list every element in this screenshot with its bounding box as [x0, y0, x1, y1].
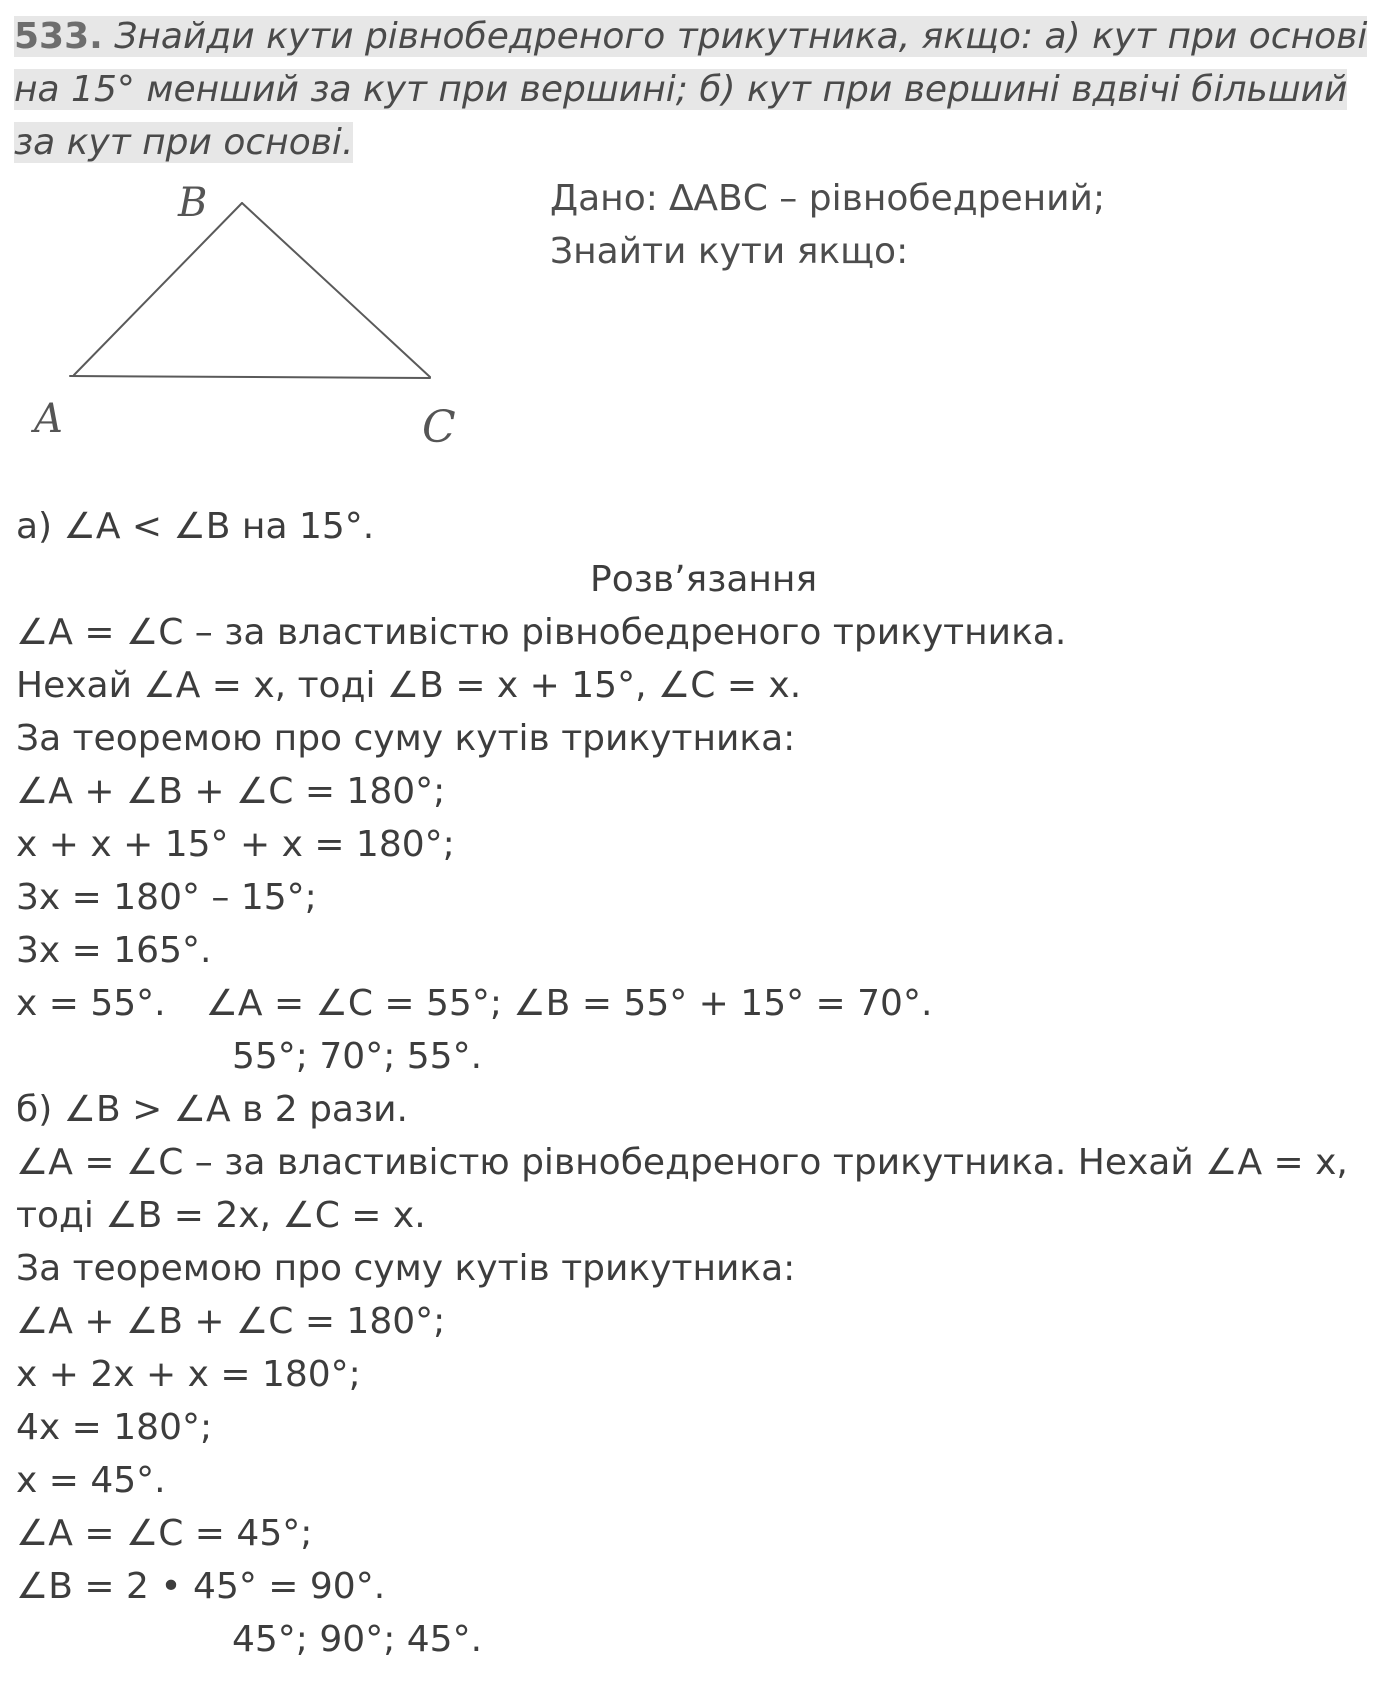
solution-line: 3х = 165°.	[16, 930, 212, 971]
side-bc	[242, 203, 430, 377]
solution-heading: Розв’язання	[590, 559, 818, 600]
solution-line: х + х + 15° + х = 180°;	[16, 824, 455, 865]
side-ac	[70, 376, 430, 378]
given-line: Дано: ∆АВС – рівнобедрений;	[550, 178, 1106, 219]
part-a-answer: 55°; 70°; 55°.	[232, 1036, 483, 1077]
solution-line: ∠А = ∠С = 45°;	[16, 1513, 313, 1554]
solution-angles: ∠А = ∠С = 55°; ∠В = 55° + 15° = 70°.	[205, 983, 933, 1024]
problem-statement	[14, 10, 1374, 169]
given-block	[550, 172, 1105, 278]
solution-line: За теоремою про суму кутів трикутника:	[16, 718, 796, 759]
vertex-label-a: A	[34, 396, 63, 442]
solution-line: х = 45°.	[16, 1460, 166, 1501]
vertex-label-b: B	[178, 180, 208, 226]
problem-text: Знайди кути рівнобедреного трикутника, якщо: а) кут при основі на 15° менший за кут при вершині; б) кут при вершині вдвічі більший за кут при основі.	[14, 16, 1368, 163]
solution-line: ∠А = ∠С – за властивістю рівнобедреного трикутника.	[16, 612, 1067, 653]
solution-line: Нехай ∠А = х, тоді ∠В = х + 15°, ∠С = х.	[16, 665, 802, 706]
solution-line: 4х = 180°;	[16, 1407, 213, 1448]
solution-line: ∠А + ∠В + ∠С = 180°;	[16, 771, 446, 812]
solution-line: тоді ∠В = 2х, ∠С = х.	[16, 1195, 426, 1236]
part-a-condition: а) ∠А < ∠В на 15°.	[16, 506, 375, 547]
solution-line	[16, 977, 1386, 1030]
part-b-condition: б) ∠В > ∠А в 2 рази.	[16, 1089, 408, 1130]
side-ab	[74, 203, 242, 375]
triangle-figure	[20, 180, 520, 500]
find-line: Знайти кути якщо:	[550, 231, 909, 272]
vertex-label-c: C	[422, 402, 456, 453]
solution-line: х + 2х + х = 180°;	[16, 1354, 361, 1395]
solution-line: ∠В = 2 • 45° = 90°.	[16, 1566, 386, 1607]
solution-x-value: х = 55°.	[16, 983, 166, 1024]
solution-line: ∠А + ∠В + ∠С = 180°;	[16, 1301, 446, 1342]
solution-line: За теоремою про суму кутів трикутника:	[16, 1248, 796, 1289]
part-b-answer: 45°; 90°; 45°.	[232, 1619, 483, 1660]
problem-number: 533.	[14, 16, 103, 57]
solution	[16, 500, 1386, 1666]
solution-line: 3х = 180° – 15°;	[16, 877, 317, 918]
solution-line: ∠А = ∠С – за властивістю рівнобедреного трикутника. Нехай ∠А = х,	[16, 1142, 1348, 1183]
